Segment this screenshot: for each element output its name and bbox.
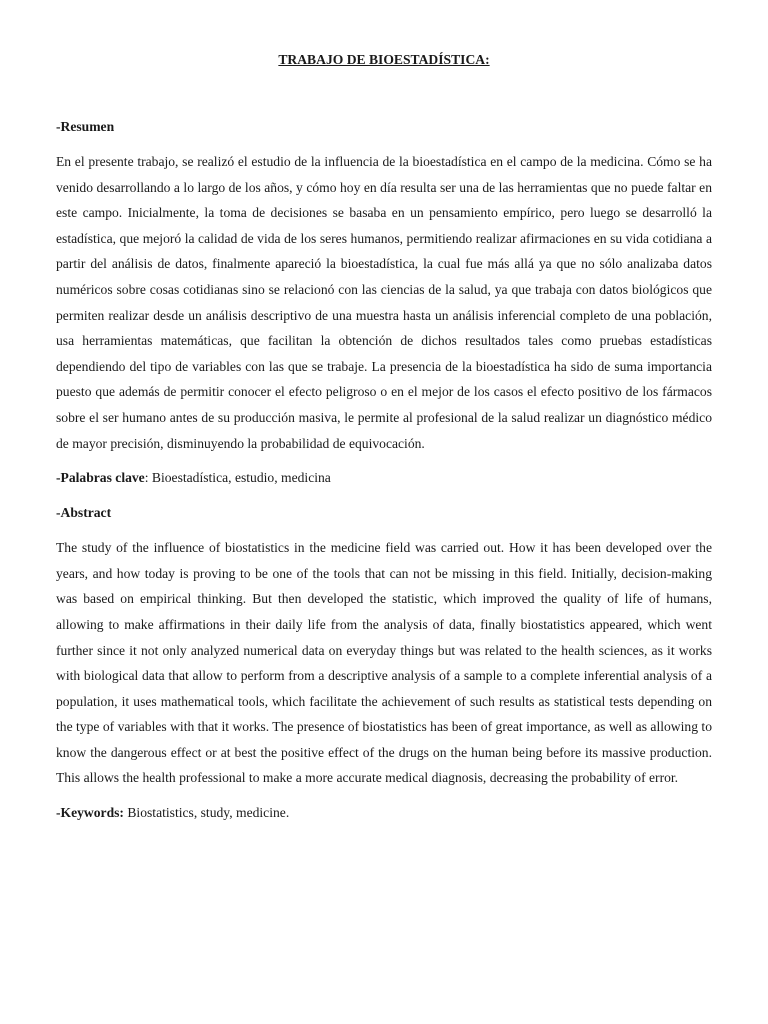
keywords-label: -Keywords:: [56, 805, 124, 821]
resumen-paragraph: En el presente trabajo, se realizó el estudio de la influencia de la bioestadística en el campo de la medicina. Cómo se ha venido desarrollando a lo largo de los años, y cómo hoy en día resulta ser una de las herramientas que no puede faltar en este campo. Inicialmente, la toma de decisiones se basaba en un pensamiento empírico, pero luego se desarrolló la estadística, que mejoró la calidad de vida de los seres humanos, permitiendo realizar afirmaciones en su vida cotidiana a partir del análisis de datos, finalmente apareció la bioestadística, la cual fue más allá ya que no sólo analizaba datos numéricos sobre cosas cotidianas sino se relacionó con las ciencias de la salud, ya que trabaja con datos biológicos que permiten realizar desde un análisis descriptivo de una muestra hasta un análisis inferencial completo de una población, usa herramientas matemáticas, que facilitan la obtención de dichos resultados tales como pruebas estadísticas dependiendo del tipo de variables con las que se trabaje. La presencia de la bioestadística ha sido de suma importancia puesto que además de permitir conocer el efecto peligroso o en el mejor de los casos el efecto positivo de los fármacos sobre el ser humano antes de su producción masiva, le permite al profesional de la salud realizar un diagnóstico médico de mayor precisión, disminuyendo la probabilidad de equivocación.: [56, 154, 712, 451]
document-title: TRABAJO DE BIOESTADÍSTICA:: [278, 52, 490, 67]
resumen-heading: -Resumen: [56, 119, 115, 134]
keywords-value: Biostatistics, study, medicine.: [123, 805, 290, 821]
abstract-paragraph: The study of the influence of biostatistics in the medicine field was carried out. How it has been developed over the years, and how today is proving to be one of the tools that can not be missing in this field. Initially, decision-making was based on empirical thinking. But then developed the statistic, which improved the quality of life of humans, allowing to make affirmations in their daily life from the analysis of data, finally biostatistics appeared, which went further since it not only analyzed numerical data on everyday things but was related to the health sciences, as it works with biological data that allow to perform from a descriptive analysis of a sample to a complete inferential analysis of a population, it uses mathematical tools, which facilitate the achievement of such results as statistical tests depending on the type of variables with that it works. The presence of biostatistics has been of great importance, as well as allowing to know the dangerous effect or at best the positive effect of the drugs on the human being before its massive production. This allows the health professional to make a more accurate medical diagnosis, decreasing the probability of error.: [56, 540, 712, 786]
palabras-clave-label: -Palabras clave: [56, 470, 145, 486]
keywords-line: [56, 800, 712, 826]
abstract-heading: -Abstract: [56, 505, 112, 521]
palabras-clave-value: : Bioestadística, estudio, medicina: [144, 470, 331, 486]
palabras-clave-line: [56, 465, 712, 491]
